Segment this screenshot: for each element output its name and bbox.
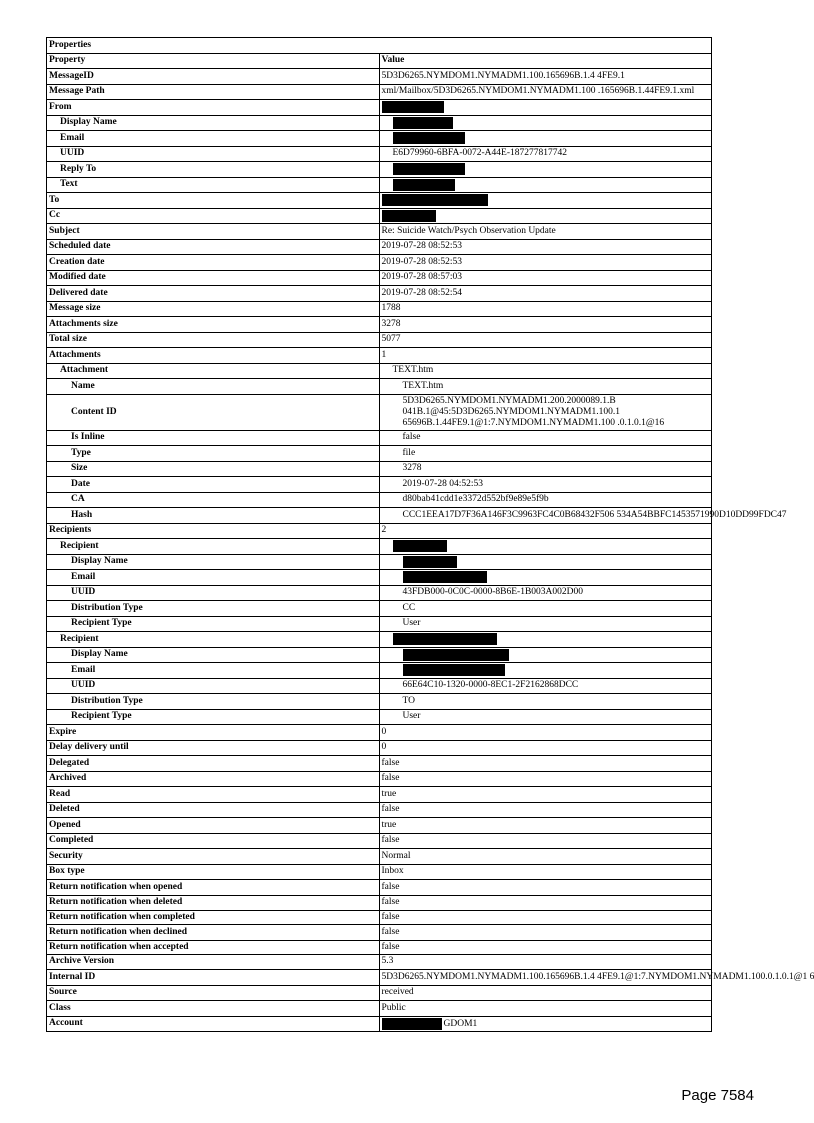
property-value: TEXT.htm (379, 379, 712, 395)
property-label: Type (47, 446, 380, 462)
property-label: UUID (47, 678, 380, 694)
table-row (47, 208, 712, 224)
property-label: Display Name (47, 115, 380, 131)
table-row (47, 554, 712, 570)
property-label: Content ID (47, 394, 380, 430)
property-label: Class (47, 1001, 380, 1017)
property-value (379, 539, 712, 555)
property-label: Source (47, 985, 380, 1001)
table-header-row (47, 53, 712, 69)
redaction-bar (393, 179, 455, 191)
property-value (379, 632, 712, 648)
property-value: Re: Suicide Watch/Psych Observation Update (379, 224, 712, 240)
property-label: Security (47, 849, 380, 865)
table-row (47, 970, 712, 986)
property-label: Reply To (47, 162, 380, 178)
table-row (47, 224, 712, 240)
table-row (47, 833, 712, 849)
property-value: false (379, 925, 712, 941)
property-label: Distribution Type (47, 601, 380, 617)
table-row (47, 864, 712, 880)
redaction-bar (382, 1018, 442, 1030)
table-row (47, 446, 712, 462)
property-label: Recipient (47, 632, 380, 648)
table-row (47, 100, 712, 116)
table-row (47, 84, 712, 100)
table-row (47, 177, 712, 193)
property-label: UUID (47, 146, 380, 162)
property-value (379, 177, 712, 193)
property-value: false (379, 880, 712, 896)
property-label: Recipient Type (47, 709, 380, 725)
table-row (47, 255, 712, 271)
table-row (47, 740, 712, 756)
table-row (47, 756, 712, 772)
property-value: xml/Mailbox/5D3D6265.NYMDOM1.NYMADM1.100 .165696B.1.44FE9.1.xml (379, 84, 712, 100)
property-value: 2019-07-28 08:52:53 (379, 239, 712, 255)
property-value: E6D79960-6BFA-0072-A44E-187277817742 (379, 146, 712, 162)
property-label: Completed (47, 833, 380, 849)
table-row (47, 301, 712, 317)
property-value: 43FDB000-0C0C-0000-8B6E-1B003A002D00 (379, 585, 712, 601)
property-label: Account (47, 1016, 380, 1032)
redaction-bar (393, 540, 447, 552)
property-label: Expire (47, 725, 380, 741)
property-value: 2019-07-28 08:57:03 (379, 270, 712, 286)
table-row (47, 725, 712, 741)
table-row (47, 317, 712, 333)
property-value: 3278 (379, 461, 712, 477)
table-row (47, 694, 712, 710)
table-row (47, 1016, 712, 1032)
table-row (47, 270, 712, 286)
redaction-bar (393, 633, 497, 645)
property-label: Delay delivery until (47, 740, 380, 756)
property-value-text: GDOM1 (443, 1018, 478, 1029)
property-value: 2019-07-28 08:52:54 (379, 286, 712, 302)
table-row (47, 162, 712, 178)
table-row (47, 802, 712, 818)
property-value: Normal (379, 849, 712, 865)
property-value: received (379, 985, 712, 1001)
property-value (379, 115, 712, 131)
property-value (379, 162, 712, 178)
table-row (47, 663, 712, 679)
property-label: Hash (47, 508, 380, 524)
table-row (47, 771, 712, 787)
property-value: 1 (379, 348, 712, 364)
table-row (47, 787, 712, 803)
table-row (47, 379, 712, 395)
property-value: 2019-07-28 04:52:53 (379, 477, 712, 493)
property-value: false (379, 756, 712, 772)
property-value: false (379, 911, 712, 925)
property-label: Message size (47, 301, 380, 317)
property-label: Attachments (47, 348, 380, 364)
table-row (47, 585, 712, 601)
property-label: Total size (47, 332, 380, 348)
property-label: Return notification when declined (47, 925, 380, 941)
property-value (379, 554, 712, 570)
property-label: Delegated (47, 756, 380, 772)
table-title-row (47, 38, 712, 54)
property-label: Message Path (47, 84, 380, 100)
table-row (47, 394, 712, 430)
property-value: false (379, 895, 712, 911)
property-label: Recipients (47, 523, 380, 539)
property-label: UUID (47, 585, 380, 601)
property-label: Modified date (47, 270, 380, 286)
property-label: Archive Version (47, 954, 380, 970)
table-row (47, 709, 712, 725)
property-label: Archived (47, 771, 380, 787)
property-label: Email (47, 131, 380, 147)
property-label: Read (47, 787, 380, 803)
table-row (47, 115, 712, 131)
table-row (47, 69, 712, 85)
property-label: Return notification when completed (47, 911, 380, 925)
property-value: 0 (379, 740, 712, 756)
redaction-bar (382, 101, 444, 113)
property-value (379, 647, 712, 663)
table-row (47, 818, 712, 834)
property-label: Recipient (47, 539, 380, 555)
property-value: TO (379, 694, 712, 710)
property-label: Date (47, 477, 380, 493)
table-row (47, 678, 712, 694)
property-value: 66E64C10-1320-0000-8EC1-2F2162868DCC (379, 678, 712, 694)
redaction-bar (403, 556, 457, 568)
property-value (379, 208, 712, 224)
property-value: d80bab41cdd1e3372d552bf9e89e5f9b (379, 492, 712, 508)
property-value: false (379, 771, 712, 787)
redaction-bar (393, 117, 453, 129)
property-value: true (379, 818, 712, 834)
redaction-bar (403, 649, 509, 661)
property-value: 5D3D6265.NYMDOM1.NYMADM1.200.2000089.1.B 041B.1@45:5D3D6265.NYMDOM1.NYMADM1.100.1 65696B.1.44FE9.1@1:7.NYMDOM1.NYMADM1.100 .0.1.0.1@16 (379, 394, 712, 430)
redaction-bar (393, 163, 465, 175)
property-value: User (379, 709, 712, 725)
table-row (47, 492, 712, 508)
table-row (47, 193, 712, 209)
property-label: Box type (47, 864, 380, 880)
property-label: Return notification when opened (47, 880, 380, 896)
property-value: 5D3D6265.NYMDOM1.NYMADM1.100.165696B.1.4 4FE9.1@1:7.NYMDOM1.NYMADM1.100.0.1.0.1@1 6 (379, 970, 712, 986)
property-label: Scheduled date (47, 239, 380, 255)
property-label: Return notification when deleted (47, 895, 380, 911)
property-value (379, 570, 712, 586)
table-row (47, 348, 712, 364)
property-value (379, 100, 712, 116)
property-value: 2019-07-28 08:52:53 (379, 255, 712, 271)
properties-table (46, 37, 814, 1032)
property-value: TEXT.htm (379, 363, 712, 379)
property-value: 2 (379, 523, 712, 539)
property-value: Inbox (379, 864, 712, 880)
table-row (47, 477, 712, 493)
property-value: 5.3 (379, 954, 712, 970)
redaction-bar (393, 132, 465, 144)
table-row (47, 539, 712, 555)
property-label: From (47, 100, 380, 116)
table-row (47, 954, 712, 970)
column-header-property: Property (47, 53, 380, 69)
property-label: Recipient Type (47, 616, 380, 632)
property-label: Email (47, 663, 380, 679)
property-value: 1788 (379, 301, 712, 317)
redaction-bar (403, 571, 487, 583)
property-label: Email (47, 570, 380, 586)
property-label: Attachments size (47, 317, 380, 333)
property-label: Display Name (47, 647, 380, 663)
property-value (379, 131, 712, 147)
property-label: To (47, 193, 380, 209)
property-label: Subject (47, 224, 380, 240)
property-value: 0 (379, 725, 712, 741)
property-value (379, 193, 712, 209)
table-row (47, 131, 712, 147)
property-label: Is Inline (47, 430, 380, 446)
property-label: Display Name (47, 554, 380, 570)
table-row (47, 925, 712, 941)
table-row (47, 363, 712, 379)
column-header-value: Value (379, 53, 712, 69)
property-label: Deleted (47, 802, 380, 818)
property-label: Opened (47, 818, 380, 834)
property-value: 3278 (379, 317, 712, 333)
property-value: true (379, 787, 712, 803)
property-label: MessageID (47, 69, 380, 85)
table-row (47, 508, 712, 524)
table-title: Properties (47, 38, 712, 54)
table-row (47, 940, 712, 954)
property-label: Text (47, 177, 380, 193)
property-value: false (379, 802, 712, 818)
table-row (47, 1001, 712, 1017)
property-value: CCC1EEA17D7F36A146F3C9963FC4C0B68432F506 534A54BBFC1453571990D10DD99FDC47 (379, 508, 712, 524)
table-row (47, 461, 712, 477)
property-label: Attachment (47, 363, 380, 379)
table-row (47, 985, 712, 1001)
table-row (47, 880, 712, 896)
redaction-bar (382, 210, 436, 222)
property-label: Distribution Type (47, 694, 380, 710)
redaction-bar (382, 194, 488, 206)
property-value: false (379, 430, 712, 446)
property-value (379, 1016, 712, 1032)
table-row (47, 849, 712, 865)
property-label: CA (47, 492, 380, 508)
table-row (47, 911, 712, 925)
table-row (47, 601, 712, 617)
page-number: Page 7584 (681, 1087, 754, 1104)
table-row (47, 430, 712, 446)
property-value (379, 663, 712, 679)
table-row (47, 616, 712, 632)
property-value: false (379, 940, 712, 954)
table-row (47, 239, 712, 255)
property-label: Creation date (47, 255, 380, 271)
table-row (47, 570, 712, 586)
table-row (47, 523, 712, 539)
redaction-bar (403, 664, 505, 676)
table-row (47, 332, 712, 348)
property-label: Name (47, 379, 380, 395)
property-label: Cc (47, 208, 380, 224)
property-label: Internal ID (47, 970, 380, 986)
table-row (47, 146, 712, 162)
property-value: CC (379, 601, 712, 617)
property-value: 5077 (379, 332, 712, 348)
property-value: 5D3D6265.NYMDOM1.NYMADM1.100.165696B.1.4 4FE9.1 (379, 69, 712, 85)
property-value: Public (379, 1001, 712, 1017)
table-row (47, 632, 712, 648)
table-row (47, 286, 712, 302)
property-label: Size (47, 461, 380, 477)
property-label: Return notification when accepted (47, 940, 380, 954)
property-value: file (379, 446, 712, 462)
property-value: User (379, 616, 712, 632)
table-row (47, 647, 712, 663)
property-label: Delivered date (47, 286, 380, 302)
table-row (47, 895, 712, 911)
property-value: false (379, 833, 712, 849)
